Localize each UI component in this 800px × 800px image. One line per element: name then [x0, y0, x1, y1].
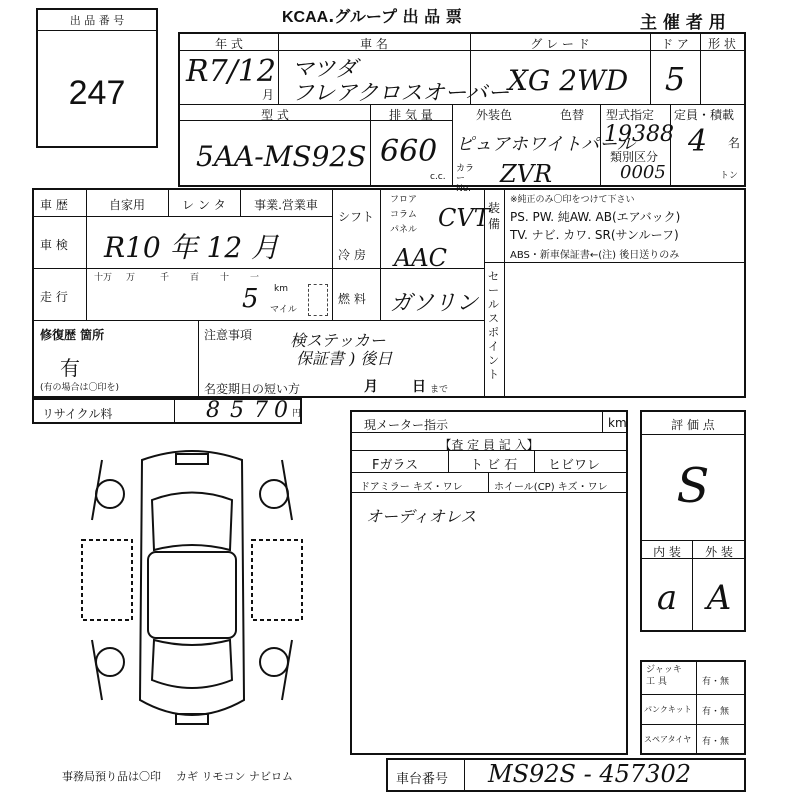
mileage-label: 走 行 [40, 290, 68, 304]
puncture-yes-no[interactable]: 有・無 [702, 707, 730, 717]
history-rental[interactable]: レ ン タ [182, 198, 226, 212]
grade-label: グ レ ー ド [530, 37, 590, 51]
name-change-month: 月 [364, 379, 378, 395]
digit-label: 万 [126, 273, 136, 283]
door-mirror-label[interactable]: ドアミラー キズ・ワレ [360, 482, 463, 493]
type-cert-value: 19388 [604, 122, 674, 147]
repair-note: (有の場合は〇印を) [40, 383, 120, 393]
equipment-line-2[interactable]: TV. ナビ. カワ. SR(サンルーフ) [510, 228, 679, 242]
grade-value: XG 2WD [508, 64, 629, 97]
puncture-label: パンクキット [644, 705, 692, 714]
model-type-value: 5AA-MS92S [196, 140, 367, 173]
recycle-digit: 8 [206, 398, 220, 423]
lot-number-box [36, 8, 158, 148]
inspection-comment: オーディオレス [366, 507, 477, 526]
tools-box [640, 660, 746, 755]
color-change-label: 色替 [560, 108, 585, 122]
shift-option[interactable]: フロア [390, 195, 418, 205]
doors-value: 5 [664, 60, 686, 98]
km-label: km [274, 284, 288, 294]
ac-label: 冷 房 [338, 248, 366, 262]
notes-line-1: 検ステッカー [290, 331, 386, 350]
exterior-value: A [706, 578, 732, 618]
jack-label: ジャッキ 工 具 [646, 665, 682, 687]
crack-label[interactable]: ヒビワレ [548, 458, 601, 473]
chassis-label: 車台番号 [396, 772, 449, 787]
displacement-unit: c.c. [430, 172, 446, 182]
equipment-label: 装備 [488, 201, 501, 231]
ext-color-value: ピュアホワイトパール [456, 134, 635, 155]
shift-value: CVT [438, 204, 490, 232]
recycle-digit: 5 [230, 398, 244, 423]
mile-label: マイル [270, 305, 297, 315]
displacement-value: 660 [380, 134, 438, 169]
title-text: .グループ 出 品 票 [328, 7, 462, 26]
equipment-line-3[interactable]: ABS・新車保証書←(注) 後日送りのみ [510, 250, 680, 261]
name-change-label: 名変期日の短い方 [204, 382, 301, 396]
inspection-value: R10 年 12 月 [104, 231, 280, 264]
model-type-label: 型 式 [261, 108, 289, 122]
interior-value: a [656, 578, 678, 618]
spare-label: スペアタイヤ [644, 735, 692, 744]
car-damage-diagram[interactable] [72, 440, 312, 740]
brand-logo: KCAA [282, 9, 329, 26]
vehicle-info-table [178, 32, 746, 194]
car-name-label: 車 名 [360, 37, 388, 51]
class-value: 0005 [620, 162, 666, 183]
name-change-day: 日 [412, 379, 426, 395]
doors-label: ド ア [661, 37, 689, 51]
spare-yes-no[interactable]: 有・無 [702, 737, 730, 747]
digit-label: 千 [160, 273, 170, 283]
digit-label: 十万 [94, 273, 113, 283]
year-value: R7/12 [186, 54, 276, 89]
ac-value: AAC [394, 244, 448, 272]
form-title [282, 4, 462, 27]
history-private[interactable]: 自家用 [108, 198, 145, 212]
recycle-label: リサイクル料 [42, 407, 113, 421]
inspector-label: 【査 定 員 記 入】 [439, 438, 539, 452]
meter-label: 現メーター指示 [364, 418, 449, 432]
wheel-label[interactable]: ホイール(CP) キズ・ワレ [494, 482, 608, 493]
notes-label: 注意事項 [204, 328, 253, 342]
ext-color-label: 外装色 [476, 108, 513, 122]
color-code-value: ZVR [500, 160, 553, 188]
shift-option[interactable]: コラム [390, 210, 417, 220]
lot-number-label: 出 品 番 号 [69, 14, 125, 27]
notes-line-2: 保証書 ) 後日 [296, 349, 393, 368]
interior-label: 内 装 [653, 545, 681, 559]
shift-label: シフト [338, 210, 375, 224]
fuel-label: 燃 料 [338, 292, 366, 306]
equipment-note: ※純正のみ〇印をつけて下さい [510, 195, 635, 205]
fuel-value: ガソリン [390, 291, 479, 316]
recycle-digit: 7 [254, 398, 268, 423]
recycle-fee-box [32, 398, 302, 424]
body-shape-label: 形 状 [708, 37, 736, 51]
digit-label: 百 [190, 273, 200, 283]
color-code-label: カラー No. [456, 164, 475, 194]
chassis-box [386, 758, 746, 792]
capacity-label: 定員・積載 [674, 108, 735, 122]
f-glass-label[interactable]: Fガラス [372, 458, 419, 473]
history-section [32, 188, 746, 398]
score-box [640, 410, 746, 632]
score-value: S [676, 458, 710, 514]
chip-label[interactable]: ト ビ 石 [470, 458, 518, 473]
office-note: 事務局預り品は〇印 [62, 770, 161, 783]
name-change-suffix: まで [430, 385, 449, 395]
repair-label: 修復歴 箇所 [40, 328, 105, 342]
car-model: フレアクロスオーバー [292, 81, 510, 106]
capacity-value: 4 [688, 124, 708, 159]
year-label: 年 式 [215, 37, 243, 51]
recycle-unit: 円 [292, 409, 302, 419]
history-business[interactable]: 事業.営業車 [254, 198, 318, 212]
chassis-value: MS92S - 457302 [488, 760, 691, 788]
class-label: 類別区分 [610, 150, 659, 164]
car-maker: マツダ [292, 57, 358, 82]
capacity-unit: 名 [728, 136, 741, 150]
sales-point-label: セールスポイント [488, 270, 499, 381]
type-cert-label: 型式指定 [606, 108, 655, 122]
score-label: 評 価 点 [671, 418, 715, 432]
organizer-label: 主 催 者 用 [640, 13, 726, 33]
inspection-box [350, 410, 628, 755]
keys-label: カギ リモコン ナビロム [176, 770, 293, 783]
mileage-value: 5 [242, 284, 259, 314]
digit-label: 一 [250, 273, 260, 283]
month-unit: 月 [262, 88, 275, 102]
equipment-line-1[interactable]: PS. PW. 純AW. AB(エアバック) [510, 210, 681, 224]
meter-unit: km [608, 416, 627, 430]
mileage-digits [86, 268, 332, 320]
mile-checkbox[interactable] [308, 284, 328, 316]
exterior-label: 外 装 [705, 545, 733, 559]
inspection-label: 車 検 [40, 238, 68, 252]
repair-value: 有 [60, 356, 80, 380]
lot-number: 247 [68, 74, 126, 112]
jack-yes-no[interactable]: 有・無 [702, 677, 730, 687]
displacement-label: 排 気 量 [389, 108, 433, 122]
digit-label: 十 [220, 273, 230, 283]
shift-option[interactable]: パネル [390, 225, 418, 235]
load-unit: トン [720, 171, 739, 181]
history-label: 車 歴 [40, 198, 68, 212]
recycle-digit: 0 [274, 398, 288, 423]
